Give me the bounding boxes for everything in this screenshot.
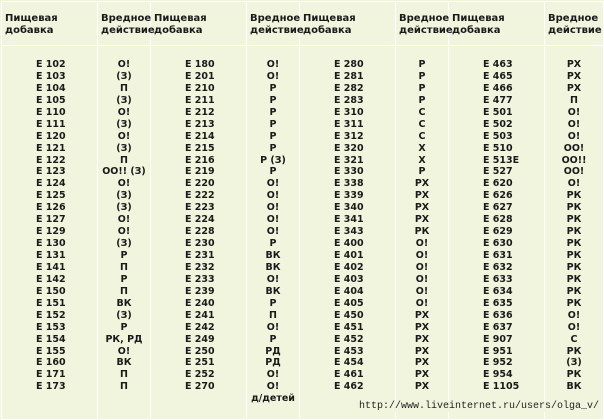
- harm-effect: Р: [418, 94, 426, 106]
- harm-effect: Р: [269, 82, 277, 94]
- additive-code: E 121: [36, 142, 66, 154]
- harm-effect: ОО!: [563, 166, 585, 178]
- harm-effect: РХ: [414, 333, 430, 345]
- additive-code: E 131: [36, 250, 66, 261]
- harm-effect: С: [418, 118, 426, 130]
- harm-effect: д/детей: [251, 393, 295, 405]
- harm-effect: О!: [117, 226, 131, 238]
- effects-column-3: [396, 46, 449, 420]
- harm-effect: РХ: [566, 70, 582, 82]
- additive-code: E 637: [483, 321, 513, 333]
- harm-effect: О!: [266, 321, 280, 333]
- additive-code: E 142: [36, 273, 66, 285]
- harm-effect: П: [269, 309, 277, 321]
- additive-code: E 180: [185, 59, 215, 70]
- additive-code: E 127: [36, 214, 66, 226]
- header-additive-2: Пищевая добавка: [151, 2, 247, 46]
- harm-effect: О!: [415, 285, 429, 297]
- additive-code: E 283: [334, 94, 364, 106]
- additive-code: E 160: [36, 357, 66, 369]
- additive-code: E 214: [185, 130, 215, 142]
- harm-effect: О!: [415, 261, 429, 273]
- additive-code: E 102: [36, 59, 66, 70]
- additive-code: E 466: [483, 82, 513, 94]
- harm-effect: О!: [266, 59, 280, 70]
- harm-effect: П: [120, 261, 128, 273]
- harm-effect: РХ: [414, 321, 430, 333]
- additive-code: E 465: [483, 70, 513, 82]
- harm-effect: О!: [117, 345, 131, 357]
- additive-code: E 281: [334, 70, 364, 82]
- additive-code: E 628: [483, 214, 513, 226]
- harm-effect: С: [570, 333, 578, 345]
- additive-code: E 633: [483, 273, 513, 285]
- additive-code: E 631: [483, 250, 513, 261]
- harm-effect: Р: [269, 106, 277, 118]
- harm-effect: О!: [266, 226, 280, 238]
- additive-codes-column-1: [2, 46, 98, 420]
- additive-code: E 240: [185, 297, 215, 309]
- harm-effect: РХ: [566, 82, 582, 94]
- additive-code: E 251: [185, 357, 215, 369]
- additive-code: E 451: [334, 321, 364, 333]
- data-row: [2, 46, 604, 420]
- harm-effect: О!: [117, 59, 131, 70]
- additive-code: E 216: [185, 154, 215, 166]
- harm-effect: О!: [415, 238, 429, 250]
- additive-code: E 103: [36, 70, 66, 82]
- harm-effect: О!: [567, 309, 581, 321]
- harm-effect: (З): [116, 70, 132, 82]
- harm-effect: (З): [116, 118, 132, 130]
- additive-code: E 311: [334, 118, 364, 130]
- additive-code: E 330: [334, 166, 364, 178]
- harm-effect: (З): [116, 202, 132, 214]
- harm-effect: ВК: [265, 285, 281, 297]
- additive-code: E 212: [185, 106, 215, 118]
- harm-effect: (З): [116, 238, 132, 250]
- harm-effect: С: [418, 130, 426, 142]
- additive-code: E 951: [483, 345, 513, 357]
- additive-code: E 627: [483, 202, 513, 214]
- additive-code: E 402: [334, 261, 364, 273]
- additive-code: E 241: [185, 309, 215, 321]
- harm-effect: О!: [567, 178, 581, 190]
- harm-effect: Р: [269, 142, 277, 154]
- additive-code: E 954: [483, 369, 513, 381]
- harm-effect: (З): [116, 190, 132, 202]
- additive-codes-column-2: [151, 46, 247, 420]
- harm-effect: Р: [120, 273, 128, 285]
- additive-code: E 233: [185, 273, 215, 285]
- harm-effect: Р: [418, 59, 426, 70]
- additive-code: E 130: [36, 238, 66, 250]
- additive-code: E 626: [483, 190, 513, 202]
- additive-code: E 405: [334, 297, 364, 309]
- harm-effect: О!: [266, 70, 280, 82]
- harm-effect: РК: [566, 345, 582, 357]
- harm-effect: РК: [566, 226, 582, 238]
- additive-code: E 153: [36, 321, 66, 333]
- header-additive-3: Пищевая добавка: [300, 2, 396, 46]
- additive-code: E 124: [36, 178, 66, 190]
- additive-code: E 154: [36, 333, 66, 345]
- harm-effect: РХ: [414, 214, 430, 226]
- harm-effect: (З): [116, 94, 132, 106]
- harm-effect: РК: [566, 261, 582, 273]
- effects-column-1: [98, 46, 151, 420]
- additive-code: E 404: [334, 285, 364, 297]
- additive-code: E 338: [334, 178, 364, 190]
- harm-effect: РК: [566, 202, 582, 214]
- additive-code: E 341: [334, 214, 364, 226]
- harm-effect: О!: [117, 106, 131, 118]
- harm-effect: РК: [566, 273, 582, 285]
- additive-code: E 634: [483, 285, 513, 297]
- header-additive-4: Пищевая добавка: [449, 2, 545, 46]
- header-effect-4: Вредное действие: [545, 2, 604, 46]
- harm-effect: О!: [415, 297, 429, 309]
- effects-column-4: [545, 46, 604, 420]
- additive-code: E 340: [334, 202, 364, 214]
- harm-effect: ОО!!: [561, 154, 587, 166]
- additive-code: E 151: [36, 297, 66, 309]
- harm-effect: РК: [566, 369, 582, 381]
- harm-effect: Р (З): [260, 154, 286, 166]
- additive-code: E 123: [36, 166, 66, 178]
- additive-code: E 503: [483, 130, 513, 142]
- harm-effect: П: [120, 369, 128, 381]
- additive-code: E 230: [185, 238, 215, 250]
- harm-effect: О!: [266, 381, 280, 393]
- harm-effect: РХ: [566, 59, 582, 70]
- additive-code: E 231: [185, 250, 215, 261]
- additive-code: E 527: [483, 166, 513, 178]
- additive-code: E 907: [483, 333, 513, 345]
- additive-code: E 219: [185, 166, 215, 178]
- additive-code: E 152: [36, 309, 66, 321]
- additive-code: E 125: [36, 190, 66, 202]
- harm-effect: (З): [116, 142, 132, 154]
- harm-effect: РХ: [414, 178, 430, 190]
- additive-code: E 453: [334, 345, 364, 357]
- additive-code: E 110: [36, 106, 66, 118]
- harm-effect: Р: [269, 297, 277, 309]
- harm-effect: О!: [266, 190, 280, 202]
- harm-effect: РХ: [414, 345, 430, 357]
- additive-code: E 239: [185, 285, 215, 297]
- food-additives-table: [1, 1, 604, 420]
- additive-code: E 450: [334, 309, 364, 321]
- additive-code: E 400: [334, 238, 364, 250]
- additive-codes-column-3: [300, 46, 396, 420]
- header-additive-1: Пищевая добавка: [2, 2, 98, 46]
- harm-effect: РК: [566, 297, 582, 309]
- additive-code: E 222: [185, 190, 215, 202]
- additive-code: E 150: [36, 285, 66, 297]
- additive-code: E 403: [334, 273, 364, 285]
- additive-code: E 461: [334, 369, 364, 381]
- additive-code: E 463: [483, 59, 513, 70]
- harm-effect: (З): [566, 357, 582, 369]
- watermark-url: http://www.liveinternet.ru/users/olga_v/: [358, 401, 599, 412]
- harm-effect: О!: [117, 214, 131, 226]
- effects-column-2: [247, 46, 300, 420]
- additive-code: E 280: [334, 59, 364, 70]
- additive-code: E 155: [36, 345, 66, 357]
- harm-effect: РД: [265, 345, 281, 357]
- additive-code: E 173: [36, 381, 66, 393]
- harm-effect: РХ: [414, 357, 430, 369]
- harm-effect: ВК: [265, 261, 281, 273]
- harm-effect: ВК: [566, 381, 582, 393]
- additive-code: E 462: [334, 381, 364, 393]
- harm-effect: ОО!: [563, 142, 585, 154]
- additive-code: E 171: [36, 369, 66, 381]
- additive-code: E 513E: [483, 154, 520, 166]
- harm-effect: О!: [266, 202, 280, 214]
- header-effect-3: Вредное действие: [396, 2, 449, 46]
- harm-effect: О!: [567, 118, 581, 130]
- harm-effect: П: [120, 285, 128, 297]
- harm-effect: ВК: [116, 297, 132, 309]
- harm-effect: РД: [265, 357, 281, 369]
- additive-code: E 252: [185, 369, 215, 381]
- harm-effect: РК: [566, 285, 582, 297]
- harm-effect: РХ: [414, 190, 430, 202]
- harm-effect: Р: [120, 250, 128, 261]
- harm-effect: РК: [566, 250, 582, 261]
- harm-effect: О!: [266, 273, 280, 285]
- harm-effect: РК: [566, 214, 582, 226]
- additive-code: E 141: [36, 261, 66, 273]
- additive-code: E 250: [185, 345, 215, 357]
- additive-code: E 635: [483, 297, 513, 309]
- additive-code: E 282: [334, 82, 364, 94]
- additive-code: E 620: [483, 178, 513, 190]
- harm-effect: РК: [566, 190, 582, 202]
- harm-effect: О!: [117, 130, 131, 142]
- additive-codes-column-4: [449, 46, 545, 420]
- harm-effect: О!: [415, 250, 429, 261]
- harm-effect: РХ: [414, 202, 430, 214]
- additive-code: E 201: [185, 70, 215, 82]
- harm-effect: РХ: [414, 369, 430, 381]
- additive-code: E 211: [185, 94, 215, 106]
- harm-effect: О!: [117, 178, 131, 190]
- additive-code: E 122: [36, 154, 66, 166]
- header-effect-2: Вредное действие: [247, 2, 300, 46]
- harm-effect: Р: [269, 166, 277, 178]
- additive-code: E 502: [483, 118, 513, 130]
- header-row: [2, 2, 604, 46]
- additive-code: E 232: [185, 261, 215, 273]
- harm-effect: РХ: [414, 381, 430, 393]
- harm-effect: О!: [567, 321, 581, 333]
- additive-code: E 510: [483, 142, 513, 154]
- additive-code: E 632: [483, 261, 513, 273]
- additive-code: E 320: [334, 142, 364, 154]
- additive-code: E 210: [185, 82, 215, 94]
- additive-code: E 126: [36, 202, 66, 214]
- harm-effect: РХ: [414, 309, 430, 321]
- additive-code: E 630: [483, 238, 513, 250]
- additive-code: E 224: [185, 214, 215, 226]
- harm-effect: Р: [418, 70, 426, 82]
- harm-effect: П: [120, 381, 128, 393]
- harm-effect: О!: [266, 178, 280, 190]
- additive-code: E 129: [36, 226, 66, 238]
- harm-effect: Р: [418, 166, 426, 178]
- additive-code: E 477: [483, 94, 513, 106]
- additive-code: E 111: [36, 118, 66, 130]
- harm-effect: Р: [120, 321, 128, 333]
- additive-code: E 343: [334, 226, 364, 238]
- harm-effect: РК: [414, 226, 430, 238]
- harm-effect: Р: [269, 238, 277, 250]
- additive-code: E 220: [185, 178, 215, 190]
- harm-effect: ВК: [116, 357, 132, 369]
- harm-effect: ОО!! (З): [102, 166, 146, 178]
- harm-effect: РК: [566, 238, 582, 250]
- additive-code: E 223: [185, 202, 215, 214]
- harm-effect: (З): [116, 309, 132, 321]
- additive-code: E 401: [334, 250, 364, 261]
- harm-effect: Р: [269, 94, 277, 106]
- harm-effect: Р: [269, 118, 277, 130]
- additive-code: E 321: [334, 154, 364, 166]
- harm-effect: О!: [567, 130, 581, 142]
- additive-code: E 629: [483, 226, 513, 238]
- harm-effect: П: [120, 154, 128, 166]
- additive-code: E 454: [334, 357, 364, 369]
- harm-effect: Р: [269, 130, 277, 142]
- additive-code: E 452: [334, 333, 364, 345]
- harm-effect: П: [570, 94, 578, 106]
- additive-code: E 213: [185, 118, 215, 130]
- additive-code: E 228: [185, 226, 215, 238]
- harm-effect: РК, РД: [105, 333, 143, 345]
- harm-effect: П: [120, 82, 128, 94]
- harm-effect: О!: [567, 106, 581, 118]
- additive-code: E 952: [483, 357, 513, 369]
- harm-effect: С: [418, 106, 426, 118]
- additive-code: E 1105: [483, 381, 520, 393]
- harm-effect: О!: [266, 214, 280, 226]
- additive-code: E 249: [185, 333, 215, 345]
- harm-effect: О!: [415, 273, 429, 285]
- harm-effect: О!: [266, 369, 280, 381]
- additive-code: E 215: [185, 142, 215, 154]
- harm-effect: Р: [418, 82, 426, 94]
- additive-code: E 310: [334, 106, 364, 118]
- additive-code: E 339: [334, 190, 364, 202]
- additive-code: E 104: [36, 82, 66, 94]
- harm-effect: Х: [418, 142, 426, 154]
- header-effect-1: Вредное действие: [98, 2, 151, 46]
- additive-code: E 105: [36, 94, 66, 106]
- additive-code: E 120: [36, 130, 66, 142]
- additive-code: E 312: [334, 130, 364, 142]
- harm-effect: Х: [418, 154, 426, 166]
- additive-code: E 636: [483, 309, 513, 321]
- harm-effect: Р: [269, 333, 277, 345]
- additive-code: E 501: [483, 106, 513, 118]
- additive-code: E 270: [185, 381, 215, 393]
- additive-code: E 242: [185, 321, 215, 333]
- harm-effect: ВК: [265, 250, 281, 261]
